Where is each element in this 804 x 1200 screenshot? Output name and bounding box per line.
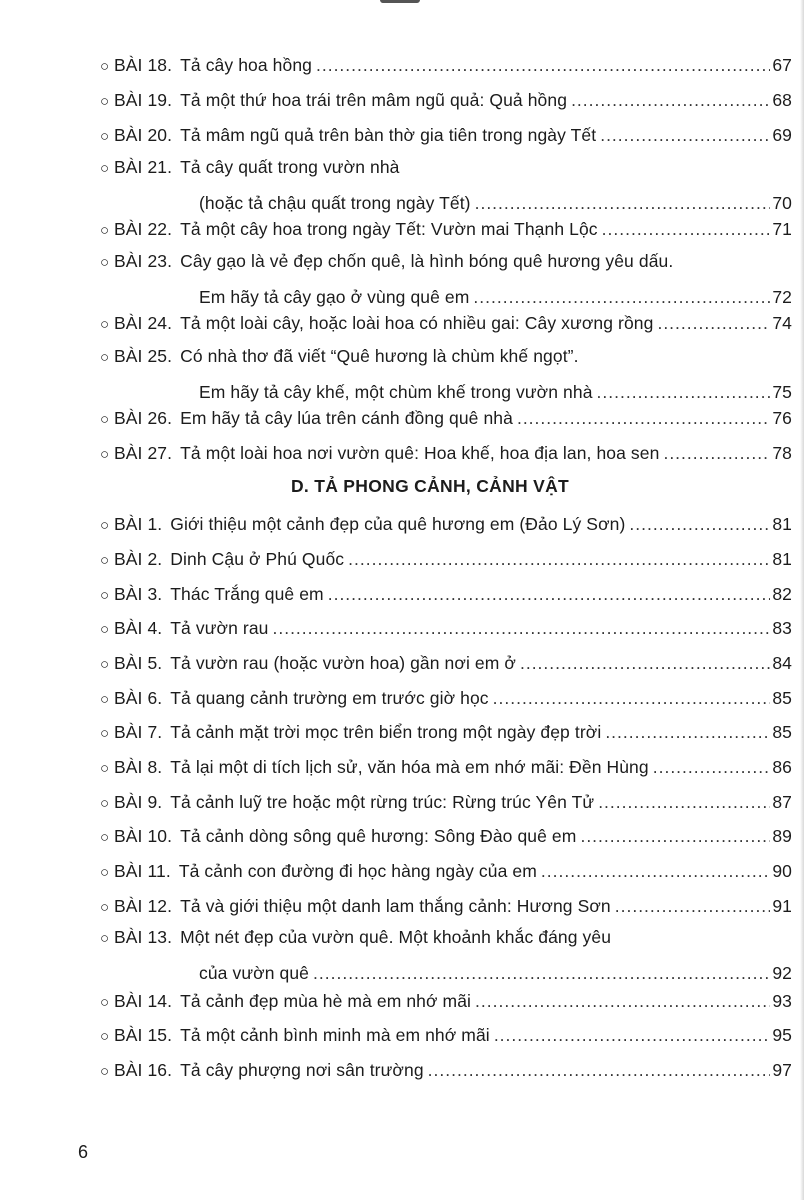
lesson-number: BÀI 19.	[114, 90, 173, 110]
page-ref: 74	[772, 313, 792, 333]
lesson-title: Tả cảnh dòng sông quê hương: Sông Đào quê em	[180, 826, 577, 846]
dot-leader	[493, 680, 771, 716]
lesson-number: BÀI 25.	[114, 346, 173, 366]
bullet-circle-icon: ○	[100, 254, 110, 271]
page-ref: 92	[772, 963, 792, 983]
bullet-circle-icon: ○	[100, 725, 110, 742]
lesson-title: Tả cảnh đẹp mùa hè mà em nhớ mãi	[180, 991, 472, 1011]
section-heading-d: D. TẢ PHONG CẢNH, CẢNH VẬT	[290, 476, 570, 496]
lesson-title: Tả quang cảnh trường em trước giờ học	[170, 688, 489, 708]
lesson-number: BÀI 15.	[114, 1025, 173, 1045]
lesson-number: BÀI 14.	[114, 991, 173, 1011]
toc-entry-line	[100, 400, 792, 436]
lesson-number: BÀI 3.	[114, 584, 163, 604]
lesson-title: Dinh Cậu ở Phú Quốc	[170, 549, 345, 569]
dot-leader	[541, 853, 770, 889]
bullet-circle-icon: ○	[100, 795, 110, 812]
bullet-circle-icon: ○	[100, 160, 110, 177]
lesson-number: BÀI 26.	[114, 408, 173, 428]
toc-entry-line	[100, 714, 792, 750]
bullet-circle-icon: ○	[100, 93, 110, 110]
dot-leader	[316, 47, 770, 83]
toc-entry-line	[100, 47, 792, 83]
bullet-circle-icon: ○	[100, 621, 110, 638]
toc-entry-line	[100, 82, 792, 118]
dot-leader	[328, 576, 771, 612]
lesson-title: Tả lại một di tích lịch sử, văn hóa mà em nhớ mãi: Đền Hùng	[170, 757, 649, 777]
bullet-circle-icon: ○	[100, 691, 110, 708]
toc-entry-line	[100, 435, 792, 471]
toc-entry-line	[100, 749, 792, 785]
lesson-number: BÀI 20.	[114, 125, 173, 145]
dot-leader	[428, 1052, 771, 1088]
page-ref: 67	[772, 55, 792, 75]
lesson-number: BÀI 6.	[114, 688, 163, 708]
toc-entry	[100, 1017, 792, 1053]
lesson-number: BÀI 9.	[114, 792, 163, 812]
toc-entry-line	[100, 919, 792, 955]
toc-entry-line	[100, 338, 792, 374]
lesson-number: BÀI 24.	[114, 313, 173, 333]
dot-leader	[629, 506, 770, 542]
page-ref: 90	[772, 861, 792, 881]
page-ref: 83	[772, 618, 792, 638]
bullet-circle-icon: ○	[100, 316, 110, 333]
toc-entry	[100, 714, 792, 750]
toc-entry-line	[100, 983, 792, 1019]
toc-entry	[100, 305, 792, 341]
page-ref: 84	[772, 653, 792, 673]
page-ref: 81	[772, 514, 792, 534]
toc-entry-line	[100, 243, 792, 279]
lesson-title: Tả một loài cây, hoặc loài hoa có nhiều gai: Cây xương rồng	[180, 313, 654, 333]
page-ref: 93	[772, 991, 792, 1011]
toc-entry-line	[100, 576, 792, 612]
page-ref: 81	[772, 549, 792, 569]
bullet-circle-icon: ○	[100, 349, 110, 366]
toc-entry-line	[100, 506, 792, 542]
toc-entry-line	[100, 818, 792, 854]
bullet-circle-icon: ○	[100, 128, 110, 145]
lesson-title: Một nét đẹp của vườn quê. Một khoảnh khắc đáng yêu	[180, 927, 612, 947]
page-ref: 97	[772, 1060, 792, 1080]
page-ref: 89	[772, 826, 792, 846]
dot-leader	[657, 305, 770, 341]
page-ref: 78	[772, 443, 792, 463]
toc-entry	[100, 818, 792, 854]
toc-entry	[100, 82, 792, 118]
lesson-number: BÀI 4.	[114, 618, 163, 638]
dot-leader	[598, 784, 770, 820]
toc-entry	[100, 919, 792, 991]
toc-entry	[100, 506, 792, 542]
toc-entry-line	[100, 853, 792, 889]
toc-entry	[100, 435, 792, 471]
dot-leader	[580, 818, 770, 854]
bullet-circle-icon: ○	[100, 1063, 110, 1080]
bullet-circle-icon: ○	[100, 994, 110, 1011]
page-ref: 86	[772, 757, 792, 777]
dot-leader	[600, 117, 770, 153]
lesson-number: BÀI 1.	[114, 514, 163, 534]
dot-leader	[348, 541, 770, 577]
lesson-title: Giới thiệu một cảnh đẹp của quê hương em (Đảo Lý Sơn)	[170, 514, 626, 534]
dot-leader	[475, 983, 770, 1019]
toc-entry	[100, 853, 792, 889]
toc-entry-line	[100, 211, 792, 247]
toc-entry	[100, 400, 792, 436]
lesson-title: Tả mâm ngũ quả trên bàn thờ gia tiên trong ngày Tết	[180, 125, 597, 145]
toc-entry-line	[100, 1017, 792, 1053]
lesson-number: BÀI 27.	[114, 443, 173, 463]
toc-entry	[100, 610, 792, 646]
lesson-title: Thác Trắng quê em	[170, 584, 324, 604]
lesson-title: Tả vườn rau (hoặc vườn hoa) gần nơi em ở	[170, 653, 516, 673]
page-ref: 87	[772, 792, 792, 812]
lesson-number: BÀI 12.	[114, 896, 173, 916]
bullet-circle-icon: ○	[100, 552, 110, 569]
bullet-circle-icon: ○	[100, 446, 110, 463]
lesson-number: BÀI 8.	[114, 757, 163, 777]
dot-leader	[494, 1017, 771, 1053]
toc-entry-line	[100, 149, 792, 185]
page-ref: 91	[772, 896, 792, 916]
bullet-circle-icon: ○	[100, 587, 110, 604]
bullet-circle-icon: ○	[100, 517, 110, 534]
lesson-title: Tả cây quất trong vườn nhà	[180, 157, 400, 177]
lesson-number: BÀI 16.	[114, 1060, 173, 1080]
bullet-circle-icon: ○	[100, 656, 110, 673]
lesson-title: Tả một thứ hoa trái trên mâm ngũ quả: Quả hồng	[180, 90, 568, 110]
page-ref: 85	[772, 688, 792, 708]
page-ref: 75	[772, 382, 792, 402]
page-ref: 70	[772, 193, 792, 213]
lesson-title: Em hãy tả cây khế, một chùm khế trong vườn nhà	[199, 382, 593, 402]
toc-entry-line	[100, 1052, 792, 1088]
toc-entry	[100, 1052, 792, 1088]
toc-entry	[100, 645, 792, 681]
dot-leader	[520, 645, 770, 681]
toc-entry	[100, 117, 792, 153]
dot-leader	[517, 400, 770, 436]
lesson-number: BÀI 10.	[114, 826, 173, 846]
page-ref: 68	[772, 90, 792, 110]
lesson-title: Tả cảnh luỹ tre hoặc một rừng trúc: Rừng trúc Yên Tử	[170, 792, 595, 812]
page-ref: 76	[772, 408, 792, 428]
dot-leader	[605, 714, 770, 750]
toc-entry-line	[100, 645, 792, 681]
toc-entry-line	[100, 305, 792, 341]
toc-entry	[100, 47, 792, 83]
lesson-title: của vườn quê	[199, 963, 310, 983]
lesson-number: BÀI 7.	[114, 722, 163, 742]
lesson-title: Tả cảnh mặt trời mọc trên biển trong một ngày đẹp trời	[170, 722, 602, 742]
bullet-circle-icon: ○	[100, 899, 110, 916]
toc-entry	[100, 983, 792, 1019]
lesson-number: BÀI 23.	[114, 251, 173, 271]
lesson-title: Tả vườn rau	[170, 618, 269, 638]
page-ref: 72	[772, 287, 792, 307]
dot-leader	[272, 610, 770, 646]
lesson-title: Tả một cảnh bình minh mà em nhớ mãi	[180, 1025, 490, 1045]
dot-leader	[571, 82, 770, 118]
page-number: 6	[78, 1142, 89, 1162]
toc-entry-line	[100, 541, 792, 577]
lesson-title: Em hãy tả cây gạo ở vùng quê em	[199, 287, 470, 307]
bullet-circle-icon: ○	[100, 864, 110, 881]
page-ref: 71	[772, 219, 792, 239]
lesson-number: BÀI 2.	[114, 549, 163, 569]
bullet-circle-icon: ○	[100, 829, 110, 846]
lesson-number: BÀI 13.	[114, 927, 173, 947]
lesson-number: BÀI 11.	[114, 861, 171, 881]
lesson-number: BÀI 22.	[114, 219, 173, 239]
lesson-title: (hoặc tả chậu quất trong ngày Tết)	[199, 193, 471, 213]
toc-entry	[100, 541, 792, 577]
bullet-circle-icon: ○	[100, 1028, 110, 1045]
lesson-title: Tả cây hoa hồng	[180, 55, 312, 75]
toc-entry	[100, 680, 792, 716]
lesson-title: Tả cây phượng nơi sân trường	[180, 1060, 424, 1080]
lesson-title: Em hãy tả cây lúa trên cánh đồng quê nhà	[180, 408, 513, 428]
bullet-circle-icon: ○	[100, 760, 110, 777]
page-ref: 95	[772, 1025, 792, 1045]
toc-entry	[100, 784, 792, 820]
toc-entry-line	[100, 680, 792, 716]
dot-leader	[663, 435, 770, 471]
page-top-mark	[380, 0, 420, 3]
bullet-circle-icon: ○	[100, 930, 110, 947]
lesson-number: BÀI 5.	[114, 653, 163, 673]
lesson-number: BÀI 21.	[114, 157, 173, 177]
toc-entry-line	[100, 610, 792, 646]
toc-entry	[100, 576, 792, 612]
page-edge-shadow	[800, 0, 804, 1200]
page-ref: 85	[772, 722, 792, 742]
toc-entry-line	[100, 784, 792, 820]
toc-entry-line	[100, 117, 792, 153]
toc-entry	[100, 749, 792, 785]
lesson-title: Tả một cây hoa trong ngày Tết: Vườn mai Thạnh Lộc	[180, 219, 598, 239]
lesson-title: Có nhà thơ đã viết “Quê hương là chùm khế ngọt”.	[180, 346, 579, 366]
lesson-title: Tả và giới thiệu một danh lam thắng cảnh: Hương Sơn	[180, 896, 611, 916]
dot-leader	[602, 211, 771, 247]
bullet-circle-icon: ○	[100, 58, 110, 75]
dot-leader	[653, 749, 771, 785]
bullet-circle-icon: ○	[100, 222, 110, 239]
lesson-title: Tả một loài hoa nơi vườn quê: Hoa khế, hoa địa lan, hoa sen	[180, 443, 660, 463]
lesson-title: Cây gạo là vẻ đẹp chốn quê, là hình bóng quê hương yêu dấu.	[180, 251, 674, 271]
toc-entry	[100, 211, 792, 247]
lesson-title: Tả cảnh con đường đi học hàng ngày của em	[178, 861, 537, 881]
bullet-circle-icon: ○	[100, 411, 110, 428]
page-ref: 82	[772, 584, 792, 604]
page-ref: 69	[772, 125, 792, 145]
lesson-number: BÀI 18.	[114, 55, 173, 75]
